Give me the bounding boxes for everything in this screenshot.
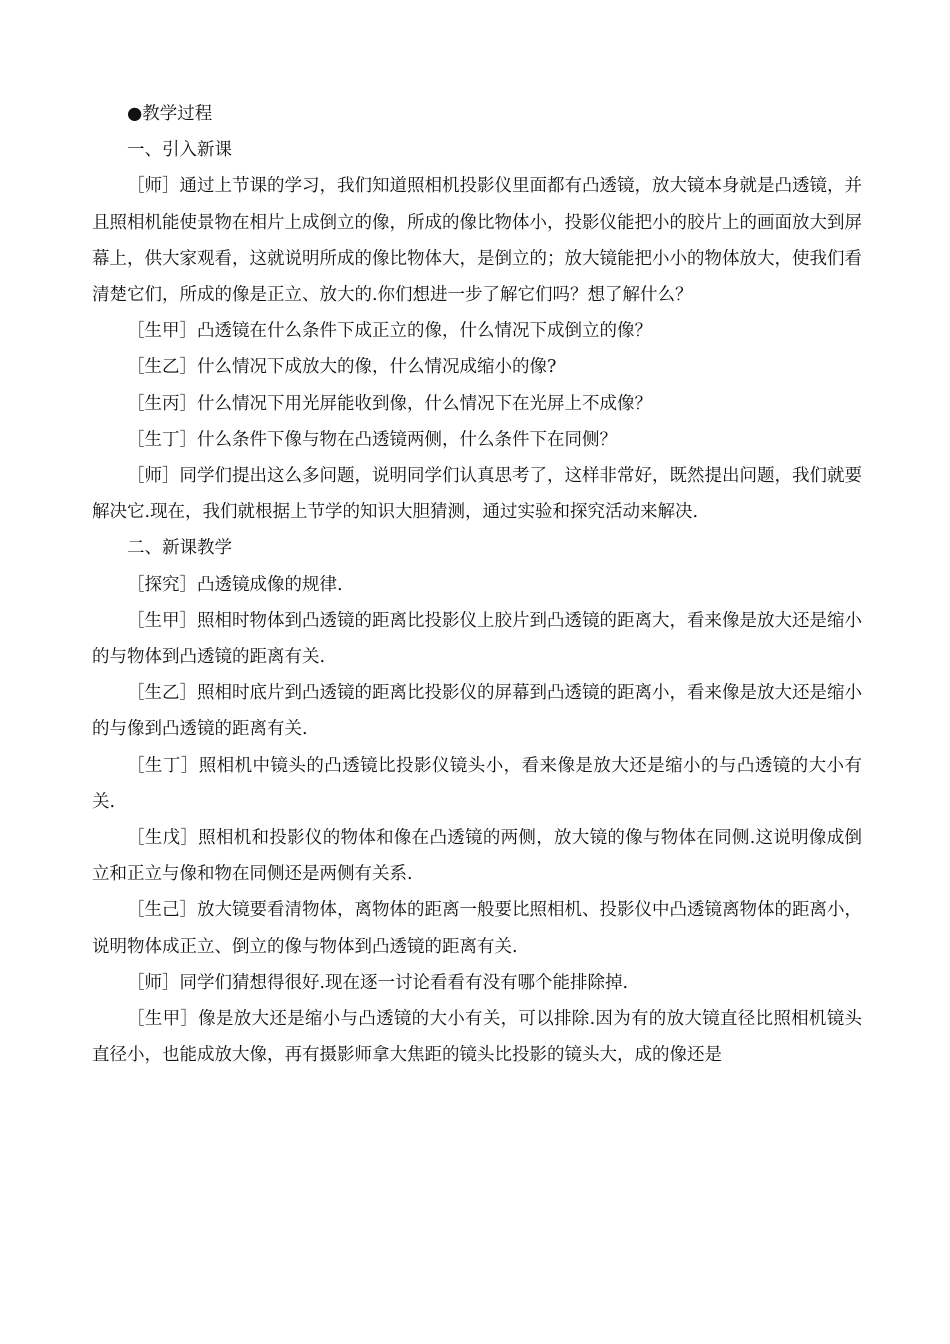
paragraph-student-d-question: ［生丁］什么条件下像与物在凸透镜两侧，什么条件下在同侧？ [127,429,617,450]
heading-intro-new-lesson: 一、引入新课 [127,140,232,161]
paragraph-student-e-hypothesis: ［生戊］照相机和投影仪的物体和像在凸透镜的两侧，放大镜的像与物体在同侧.这说明像成倒立和正立与像和物在同侧还是两侧有关系. [92,828,862,885]
paragraph-teacher-response: ［师］同学们提出这么多问题，说明同学们认真思考了，这样非常好，既然提出问题，我们就要解决它.现在，我们就根据上节学的知识大胆猜测，通过实验和探究活动来解决. [92,466,862,523]
paragraph-inquiry: ［探究］凸透镜成像的规律. [127,574,343,595]
paragraph-teacher-discussion: ［师］同学们猜想得很好.现在逐一讨论看看有没有哪个能排除掉. [127,972,629,993]
paragraph-student-a-question: ［生甲］凸透镜在什么条件下成正立的像，什么情况下成倒立的像？ [127,321,652,342]
paragraph-student-b-question: ［生乙］什么情况下成放大的像，什么情况成缩小的像? [127,357,557,378]
section-title: ●教学过程 [127,104,213,124]
paragraph-student-d-hypothesis: ［生丁］照相机中镜头的凸透镜比投影仪镜头小，看来像是放大还是缩小的与凸透镜的大小有关. [92,755,862,812]
paragraph-student-a-elimination: ［生甲］像是放大还是缩小与凸透镜的大小有关，可以排除.因为有的放大镜直径比照相机镜头直径小，也能成放大像，再有摄影师拿大焦距的镜头比投影的镜头大，成的像还是 [92,1009,862,1066]
paragraph-teacher-intro: ［师］通过上节课的学习，我们知道照相机投影仪里面都有凸透镜，放大镜本身就是凸透镜，并且照相机能使景物在相片上成倒立的像，所成的像比物体小，投影仪能把小的胶片上的画面放大到屏幕上，供大家观看，这就说明所成的像比物体大，是倒立的；放大镜能把小小的物体放大，使我们看清楚它们，所成的像是正立、放大的.你们想进一步了解它们吗？想了解什么？ [92,176,862,306]
paragraph-student-b-hypothesis: ［生乙］照相时底片到凸透镜的距离比投影仪的屏幕到凸透镜的距离小，看来像是放大还是缩小的与像到凸透镜的距离有关. [92,683,862,740]
paragraph-student-f-hypothesis: ［生己］放大镜要看清物体，离物体的距离一般要比照相机、投影仪中凸透镜离物体的距离小，说明物体成正立、倒立的像与物体到凸透镜的距离有关. [92,900,862,957]
heading-new-lesson-teaching: 二、新课教学 [127,538,232,559]
paragraph-student-c-question: ［生丙］什么情况下用光屏能收到像，什么情况下在光屏上不成像？ [127,393,652,414]
document-page [92,96,862,1073]
paragraph-student-a-hypothesis: ［生甲］照相时物体到凸透镜的距离比投影仪上胶片到凸透镜的距离大，看来像是放大还是缩小的与物体到凸透镜的距离有关. [92,610,862,668]
